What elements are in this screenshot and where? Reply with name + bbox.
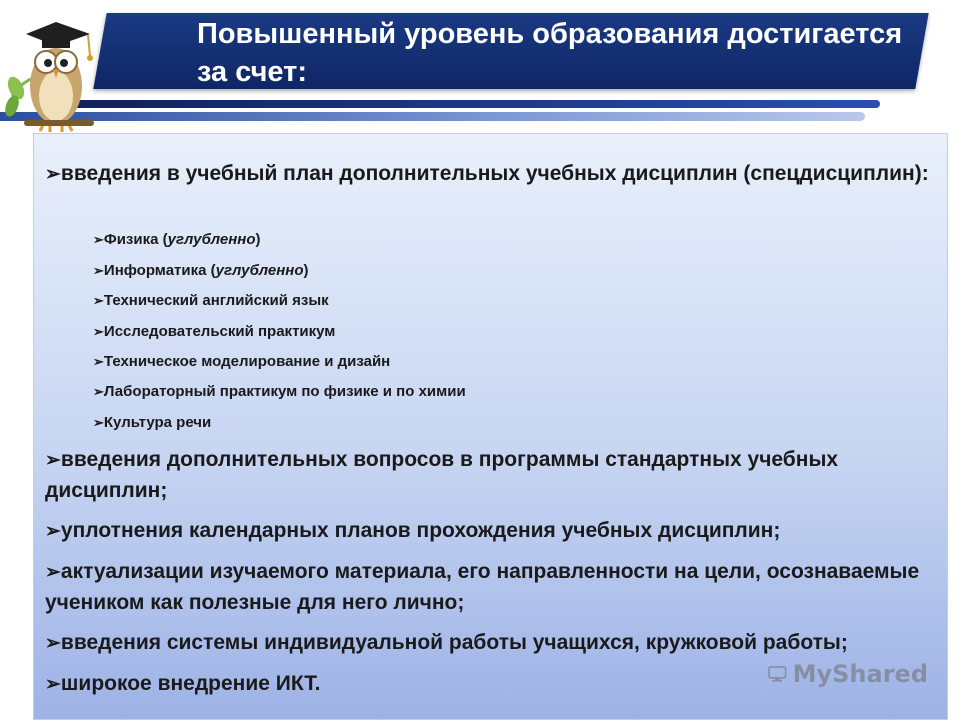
sub-list-item: ➢Культура речи [93, 414, 212, 431]
list-item: ➢актуализации изучаемого материала, его направленности на цели, осознаваемые учеником как полезные для него лично; [45, 560, 920, 614]
sub-list-item: ➢Информатика (углубленно) [93, 262, 309, 279]
arrow-bullet-icon: ➢ [93, 415, 104, 430]
arrow-bullet-icon: ➢ [45, 521, 61, 542]
list-item: ➢уплотнения календарных планов прохождения учебных дисциплин; [45, 519, 781, 542]
arrow-bullet-icon: ➢ [93, 263, 104, 278]
list-item: ➢введения в учебный план дополнительных учебных дисциплин (спецдисциплин): [45, 162, 929, 185]
list-item: ➢введения дополнительных вопросов в программы стандартных учебных дисциплин; [45, 448, 839, 502]
watermark [768, 654, 928, 694]
myshared-logo-icon [768, 659, 787, 689]
arrow-bullet-icon: ➢ [93, 293, 104, 308]
sub-list-item: ➢Лабораторный практикум по физике и по химии [93, 383, 466, 400]
title-underline-light [0, 112, 865, 121]
list-item: ➢введения системы индивидуальной работы учащихся, кружковой работы; [45, 631, 848, 654]
slide-title: Повышенный уровень образования достигается за счет: [197, 18, 903, 88]
arrow-bullet-icon: ➢ [93, 324, 104, 339]
arrow-bullet-icon: ➢ [45, 674, 61, 695]
arrow-bullet-icon: ➢ [93, 354, 104, 369]
arrow-bullet-icon: ➢ [93, 384, 104, 399]
arrow-bullet-icon: ➢ [45, 562, 61, 583]
watermark-text: MyShared [792, 660, 928, 688]
sub-list-item: ➢Техническое моделирование и дизайн [93, 353, 391, 370]
arrow-bullet-icon: ➢ [93, 232, 104, 247]
arrow-bullet-icon: ➢ [45, 633, 61, 654]
sub-list-item: ➢Исследовательский практикум [93, 323, 336, 340]
arrow-bullet-icon: ➢ [45, 450, 61, 471]
sub-list-item: ➢Технический английский язык [93, 292, 329, 309]
sub-list-item: ➢Физика (углубленно) [93, 231, 261, 248]
list-item: ➢широкое внедрение ИКТ. [45, 672, 321, 695]
arrow-bullet-icon: ➢ [45, 164, 61, 185]
owl-graduate-icon [4, 8, 96, 133]
title-underline-dark [40, 100, 880, 108]
